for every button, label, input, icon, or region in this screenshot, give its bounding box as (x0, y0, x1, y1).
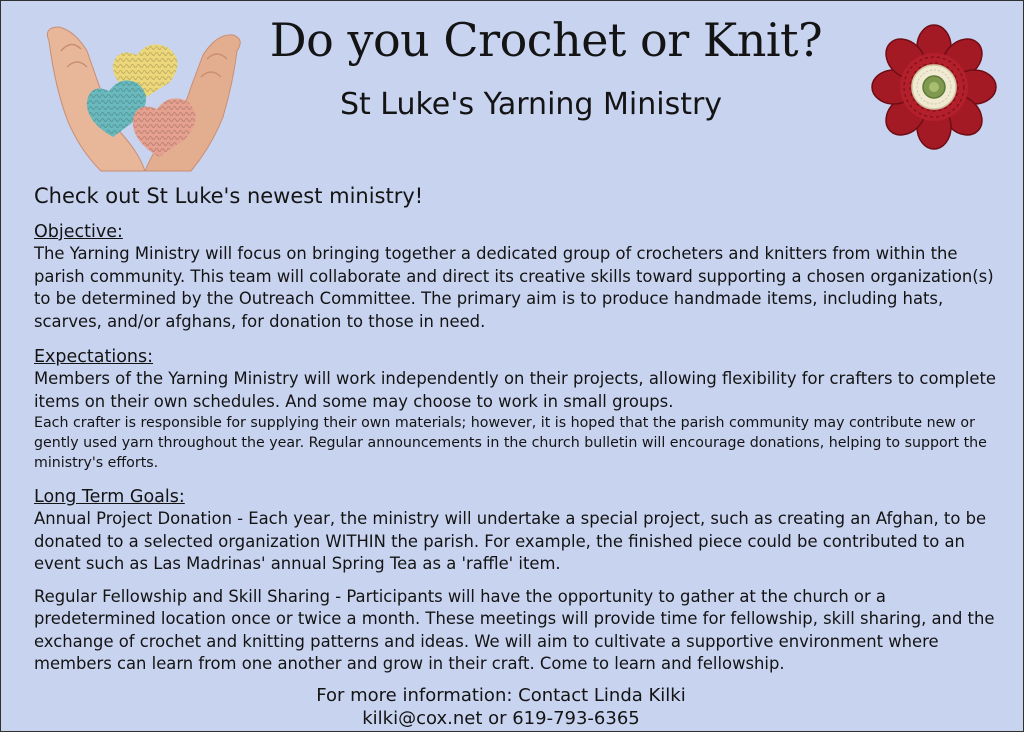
goals-heading: Long Term Goals: (34, 487, 185, 507)
contact-email-phone: kilki@cox.net or 619-793-6365 (362, 708, 640, 729)
expectations-small-text: Each crafter is responsible for supplying their own materials; however, it is hoped that the parish community may contribute new or gently used yarn throughout the year. Regular announcements in the church bulletin will encourage donations, helping to support the ministry's efforts. (34, 415, 987, 471)
page-subtitle: St Luke's Yarning Ministry (339, 87, 723, 122)
contact-info (1, 684, 1001, 730)
goal-fellowship: Regular Fellowship and Skill Sharing - Participants will have the opportunity to gather at the church or a predetermined location once or twice a month. These meetings will provide time for fellowship, skill sharing, and the exchange of crochet and knitting patterns and ideas. We will aim to cultivate a supportive environment where members can learn from one another and grow in their craft. Come to learn and fellowship. (34, 586, 995, 673)
objective-heading: Objective: (34, 222, 123, 242)
main-content (34, 179, 1004, 676)
expectations-heading: Expectations: (34, 347, 154, 367)
expectations-text: Members of the Yarning Ministry will work independently on their projects, allowing flexibility for crafters to complete items on their own schedules. And some may choose to work in small groups. (34, 369, 996, 411)
goal-annual-project: Annual Project Donation - Each year, the ministry will undertake a special project, such as creating an Afghan, to be donated to a selected organization WITHIN the parish. For example, the finished piece could be contributed to an event such as Las Madrinas' annual Spring Tea as a 'raffle' item. (34, 509, 987, 573)
page-title: Do you Crochet or Knit? (269, 13, 823, 67)
red-crochet-flower-image (871, 23, 997, 151)
intro-line: Check out St Luke's newest ministry! (34, 184, 424, 208)
objective-text: The Yarning Ministry will focus on bringing together a dedicated group of crocheters and knitters from within the parish community. This team will collaborate and direct its creative skills toward supporting a chosen organization(s) to be determined by the Outreach Committee. The primary aim is to produce handmade items, including hats, scarves, and/or afghans, for donation to those in need. (34, 244, 994, 331)
contact-line: For more information: Contact Linda Kilki (316, 685, 686, 706)
